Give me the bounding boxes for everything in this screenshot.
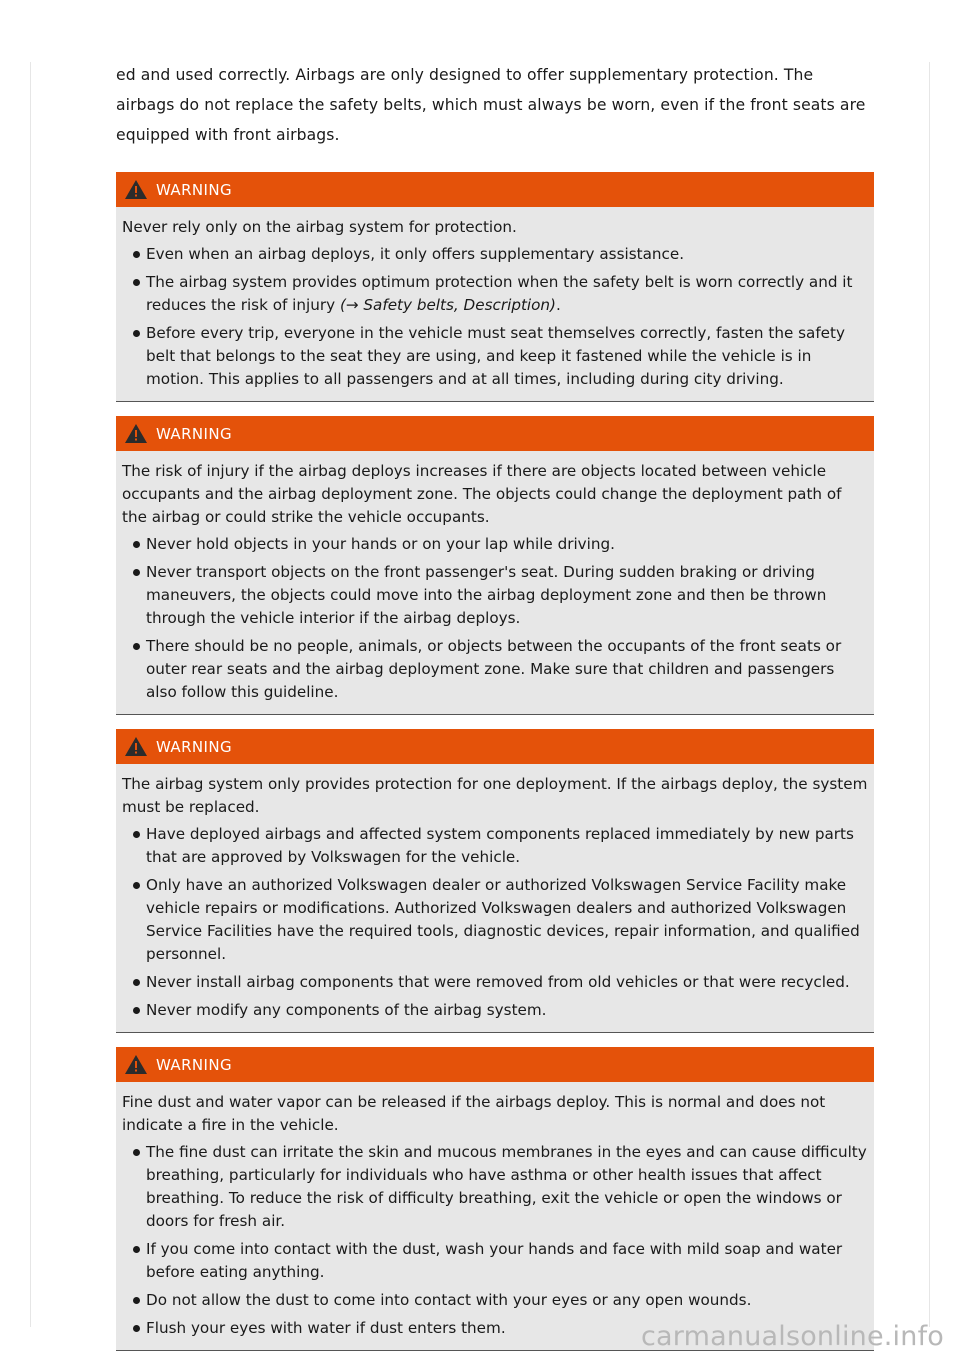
bullet-icon	[133, 979, 140, 986]
warning-body	[116, 764, 874, 1022]
bullet-icon	[133, 1246, 140, 1253]
warning-box	[116, 729, 874, 1033]
bullet-icon	[133, 541, 140, 548]
list-item: Never hold objects in your hands or on your lap while driving.	[122, 533, 868, 556]
safety-belts-reference-link[interactable]: (→ Safety belts, Description)	[339, 296, 556, 314]
warning-title: WARNING	[156, 1055, 232, 1074]
bullet-icon	[133, 1149, 140, 1156]
list-item: Before every trip, everyone in the vehicle must seat themselves correctly, fasten the safety belt that belongs to the seat they are using, and keep it fastened while the vehicle is in motion. This applies to all passengers and at all times, including during city driving.	[122, 322, 868, 391]
left-margin-line	[30, 62, 31, 1327]
list-item: Never transport objects on the front passenger's seat. During sudden braking or driving maneuvers, the objects could move into the airbag deployment zone and then be thrown through the vehicle interior if the airbag deploys.	[122, 561, 868, 630]
warning-box	[116, 1047, 874, 1351]
warning-list	[122, 1141, 868, 1340]
list-item: Even when an airbag deploys, it only offers supplementary assistance.	[122, 243, 868, 266]
warning-lead: The airbag system only provides protection for one deployment. If the airbags deploy, the system must be replaced.	[122, 775, 868, 816]
warning-body	[116, 207, 874, 391]
list-item: The fine dust can irritate the skin and mucous membranes in the eyes and can cause difficulty breathing, particularly for individuals who have asthma or other health issues that affect breathing. To reduce the risk of difficulty breathing, exit the vehicle or open the windows or doors for fresh air.	[122, 1141, 868, 1233]
bullet-icon	[133, 643, 140, 650]
warning-lead: Never rely only on the airbag system for protection.	[122, 218, 517, 236]
warning-triangle-icon	[124, 736, 148, 757]
warning-triangle-icon	[124, 179, 148, 200]
warning-lead: Fine dust and water vapor can be released if the airbags deploy. This is normal and does not indicate a fire in the vehicle.	[122, 1093, 826, 1134]
watermark-text: carmanualsonline.info	[641, 1321, 944, 1352]
bullet-icon	[133, 330, 140, 337]
warning-box	[116, 416, 874, 715]
page-content	[116, 60, 874, 1365]
intro-paragraph: ed and used correctly. Airbags are only designed to offer supplementary protection. The airbags do not replace the safety belts, which must always be worn, even if the front seats are equipped with front airbags.	[116, 66, 866, 144]
warning-list	[122, 823, 868, 1022]
bullet-icon	[133, 831, 140, 838]
list-item: Never modify any components of the airbag system.	[122, 999, 868, 1022]
warning-title: WARNING	[156, 424, 232, 443]
warning-header	[116, 729, 874, 764]
bullet-icon	[133, 1007, 140, 1014]
bullet-icon	[133, 1325, 140, 1332]
list-item: There should be no people, animals, or objects between the occupants of the front seats or outer rear seats and the airbag deployment zone. Make sure that children and passengers also follow this guideline.	[122, 635, 868, 704]
warning-header	[116, 172, 874, 207]
warning-triangle-icon	[124, 423, 148, 444]
bullet-icon	[133, 251, 140, 258]
bullet-icon	[133, 569, 140, 576]
warning-header	[116, 1047, 874, 1082]
bullet-icon	[133, 279, 140, 286]
list-item: The airbag system provides optimum protection when the safety belt is worn correctly and it reduces the risk of injury (→ Safety belts, Description).	[122, 271, 868, 317]
warning-header	[116, 416, 874, 451]
warning-list	[122, 533, 868, 704]
warning-triangle-icon	[124, 1054, 148, 1075]
warning-box	[116, 172, 874, 402]
list-item: Have deployed airbags and affected system components replaced immediately by new parts that are approved by Volkswagen for the vehicle.	[122, 823, 868, 869]
bullet-icon	[133, 882, 140, 889]
warning-lead: The risk of injury if the airbag deploys increases if there are objects located between vehicle occupants and the airbag deployment zone. The objects could change the deployment path of the airbag or could strike the vehicle occupants.	[122, 462, 842, 526]
bullet-icon	[133, 1297, 140, 1304]
warning-body	[116, 451, 874, 704]
list-item: If you come into contact with the dust, wash your hands and face with mild soap and water before eating anything.	[122, 1238, 868, 1284]
right-margin-line	[929, 62, 930, 1327]
list-item: Flush your eyes with water if dust enters them.	[122, 1317, 868, 1340]
list-item: Never install airbag components that were removed from old vehicles or that were recycled.	[122, 971, 868, 994]
list-item: Do not allow the dust to come into contact with your eyes or any open wounds.	[122, 1289, 868, 1312]
list-item: Only have an authorized Volkswagen dealer or authorized Volkswagen Service Facility make vehicle repairs or modifications. Authorized Volkswagen dealers and authorized Volkswagen Service Facilities have the required tools, diagnostic devices, repair information, and qualified personnel.	[122, 874, 868, 966]
warning-body	[116, 1082, 874, 1340]
warning-title: WARNING	[156, 180, 232, 199]
warning-title: WARNING	[156, 737, 232, 756]
warning-list	[122, 243, 868, 391]
